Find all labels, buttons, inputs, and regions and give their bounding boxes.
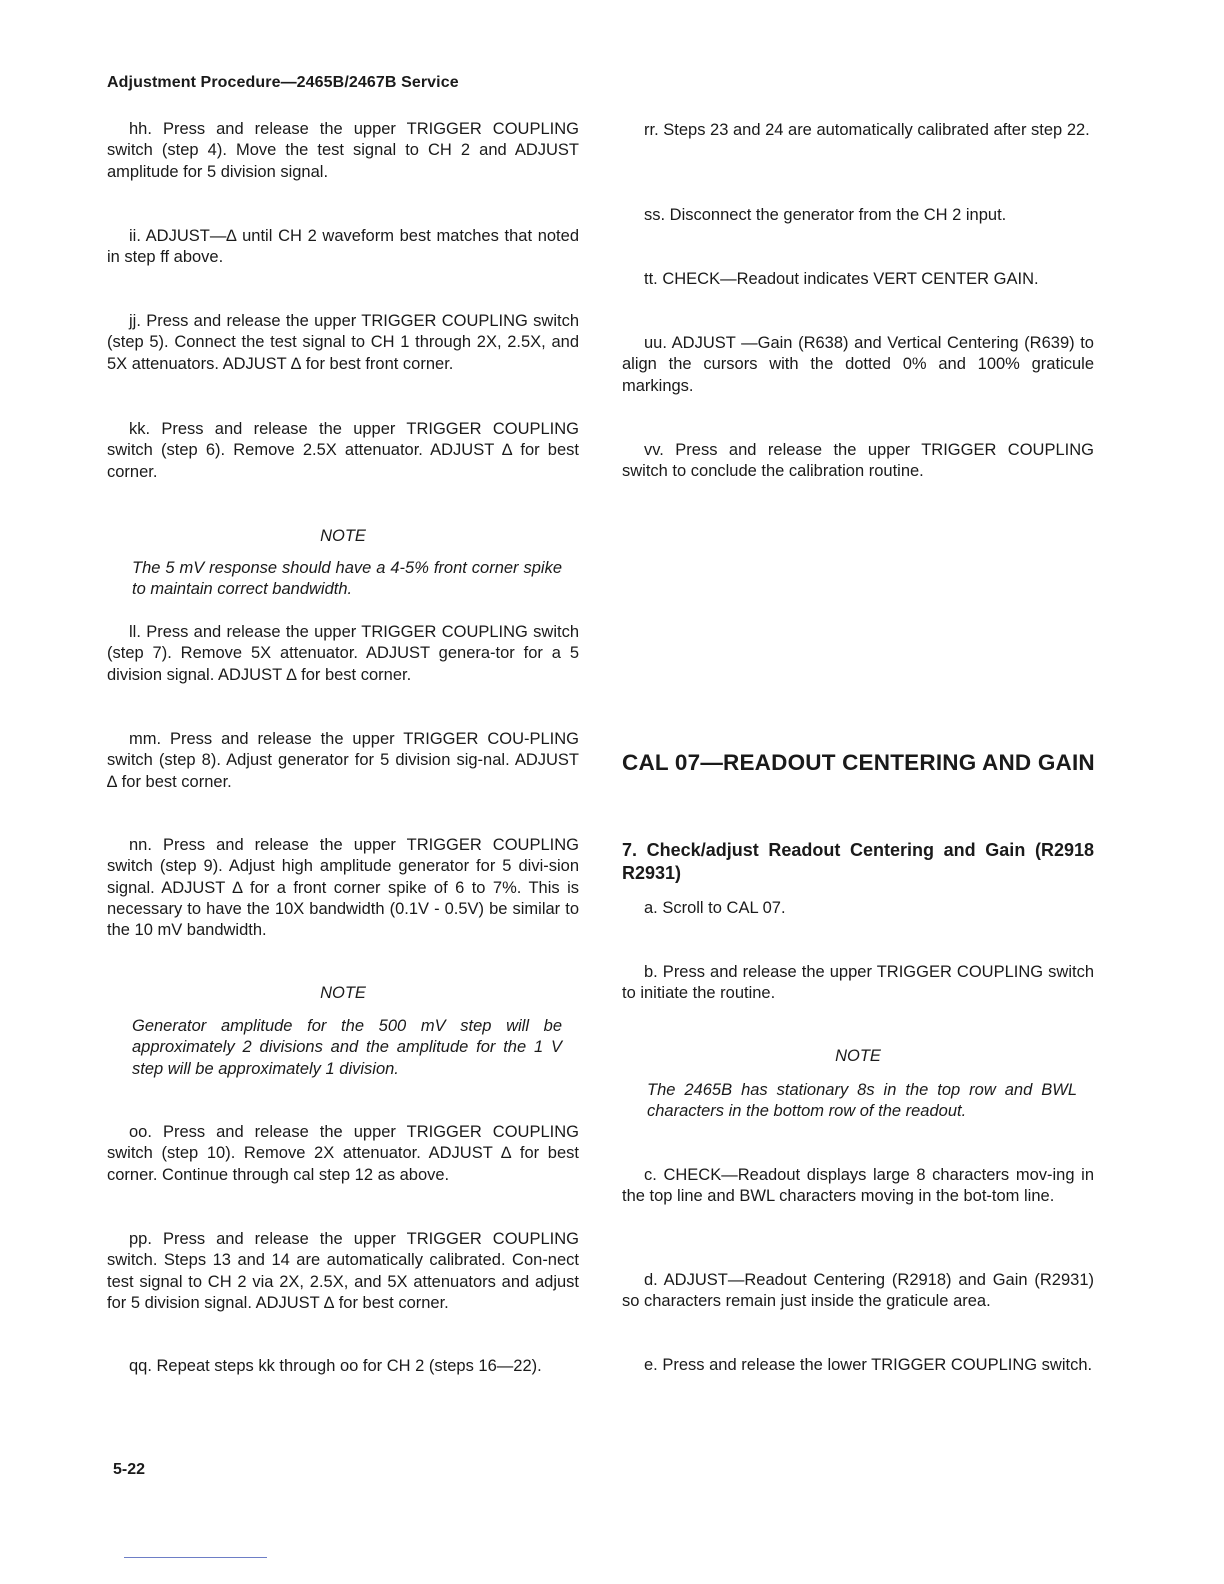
note-body: The 5 mV response should have a 4-5% front corner spike to maintain correct bandwidth. [132,559,562,599]
step-jj: jj. Press and release the upper TRIGGER COUPLING switch (step 5). Connect the test signal to CH 1 through 2X, 2.5X, and 5X attenuators. ADJUST ∆ for best front corner. [107,312,579,373]
step-b: b. Press and release the upper TRIGGER COUPLING switch to initiate the routine. [622,963,1094,1003]
note-body: The 2465B has stationary 8s in the top row and BWL characters in the bottom row of the readout. [647,1081,1077,1121]
note-title: NOTE [835,1047,881,1065]
step-kk: kk. Press and release the upper TRIGGER COUPLING switch (step 6). Remove 2.5X attenuator. ADJUST ∆ for best corner. [107,420,579,481]
note-title: NOTE [320,984,366,1002]
step-vv: vv. Press and release the upper TRIGGER COUPLING switch to conclude the calibration routine. [622,441,1094,481]
step-a: a. Scroll to CAL 07. [644,899,786,917]
note-title: NOTE [320,527,366,545]
step-oo: oo. Press and release the upper TRIGGER COUPLING switch (step 10). Remove 2X attenuator. ADJUST ∆ for best corner. Continue through cal step 12 as above. [107,1123,579,1184]
step-ii: ii. ADJUST—∆ until CH 2 waveform best matches that noted in step ff above. [107,227,579,267]
page-number: 5-22 [113,1461,146,1478]
step-rr: rr. Steps 23 and 24 are automatically calibrated after step 22. [644,121,1090,139]
step-ss: ss. Disconnect the generator from the CH 2 input. [644,206,1007,224]
section-heading: CAL 07—READOUT CENTERING AND GAIN [622,750,1095,775]
step-hh: hh. Press and release the upper TRIGGER COUPLING switch (step 4). Move the test signal to CH 2 and ADJUST amplitude for 5 division signal. [107,120,579,181]
step-heading: 7. Check/adjust Readout Centering and Gain (R2918 R2931) [622,840,1094,883]
step-tt: tt. CHECK—Readout indicates VERT CENTER GAIN. [644,270,1039,288]
step-c: c. CHECK—Readout displays large 8 characters mov-ing in the top line and BWL characters moving in the bot-tom line. [622,1166,1094,1206]
step-mm: mm. Press and release the upper TRIGGER COU-PLING switch (step 8). Adjust generator for 5 division sig-nal. ADJUST ∆ for best corner. [107,730,579,791]
step-ll: ll. Press and release the upper TRIGGER COUPLING switch (step 7). Remove 5X attenuator. ADJUST genera-tor for a 5 division signal. ADJUST ∆ for best corner. [107,623,579,684]
step-d: d. ADJUST—Readout Centering (R2918) and Gain (R2931) so characters remain just inside the graticule area. [622,1271,1094,1311]
step-nn: nn. Press and release the upper TRIGGER COUPLING switch (step 9). Adjust high amplitude generator for 5 divi-sion signal. ADJUST ∆ for a front corner spike of 6 to 7%. This is necessary to have the 10X bandwidth (0.1V - 0.5V) be similar to the 10 mV bandwidth. [107,836,579,940]
step-pp: pp. Press and release the upper TRIGGER COUPLING switch. Steps 13 and 14 are automatically calibrated. Con-nect test signal to CH 2 via 2X, 2.5X, and 5X attenuators and adjust for 5 division signal. ADJUST ∆ for best corner. [107,1230,579,1312]
step-qq: qq. Repeat steps kk through oo for CH 2 (steps 16—22). [129,1357,542,1375]
step-e: e. Press and release the lower TRIGGER COUPLING switch. [644,1356,1093,1374]
page-header: Adjustment Procedure—2465B/2467B Service [107,74,459,91]
bottom-rule [124,1557,267,1558]
step-uu: uu. ADJUST —Gain (R638) and Vertical Centering (R639) to align the cursors with the dotted 0% and 100% graticule markings. [622,334,1094,395]
note-body: Generator amplitude for the 500 mV step will be approximately 2 divisions and the amplitude for the 1 V step will be approximately 1 division. [132,1017,562,1078]
